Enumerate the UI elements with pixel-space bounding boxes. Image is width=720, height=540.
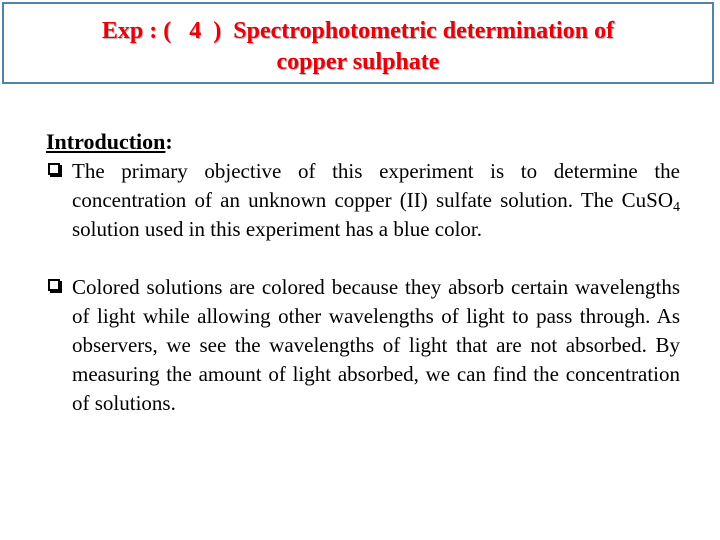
slide-title-line2: copper sulphate	[276, 49, 440, 75]
bullet-objective-text-before: The primary objective of this experiment is to determine the concentration of an unknown copper (II) sulfate solution. The CuSO	[72, 159, 680, 212]
section-heading	[46, 127, 680, 157]
bullet-item-objective	[46, 157, 680, 244]
square-bullet-icon	[48, 279, 60, 291]
bullet-item-colored-solutions	[46, 273, 680, 418]
slide-title-line1: Exp : ( 4 ) Spectrophotometric determination of	[101, 18, 615, 44]
bullet-objective-subscript: 4	[673, 200, 680, 215]
title-box	[2, 2, 714, 84]
slide-title	[4, 16, 712, 78]
section-heading-colon: :	[165, 129, 173, 154]
bullet-objective-text-after: solution used in this experiment has a blue color.	[72, 217, 483, 241]
slide-content	[46, 127, 680, 418]
square-bullet-icon	[48, 163, 60, 175]
section-heading-text: Introduction	[46, 129, 166, 154]
bullet-colored-text: Colored solutions are colored because they absorb certain wavelengths of light while allowing other wavelengths of light to pass through. As observers, we see the wavelengths of light that are not absorbed. By measuring the amount of light absorbed, we can find the concentration of solutions.	[72, 275, 680, 415]
